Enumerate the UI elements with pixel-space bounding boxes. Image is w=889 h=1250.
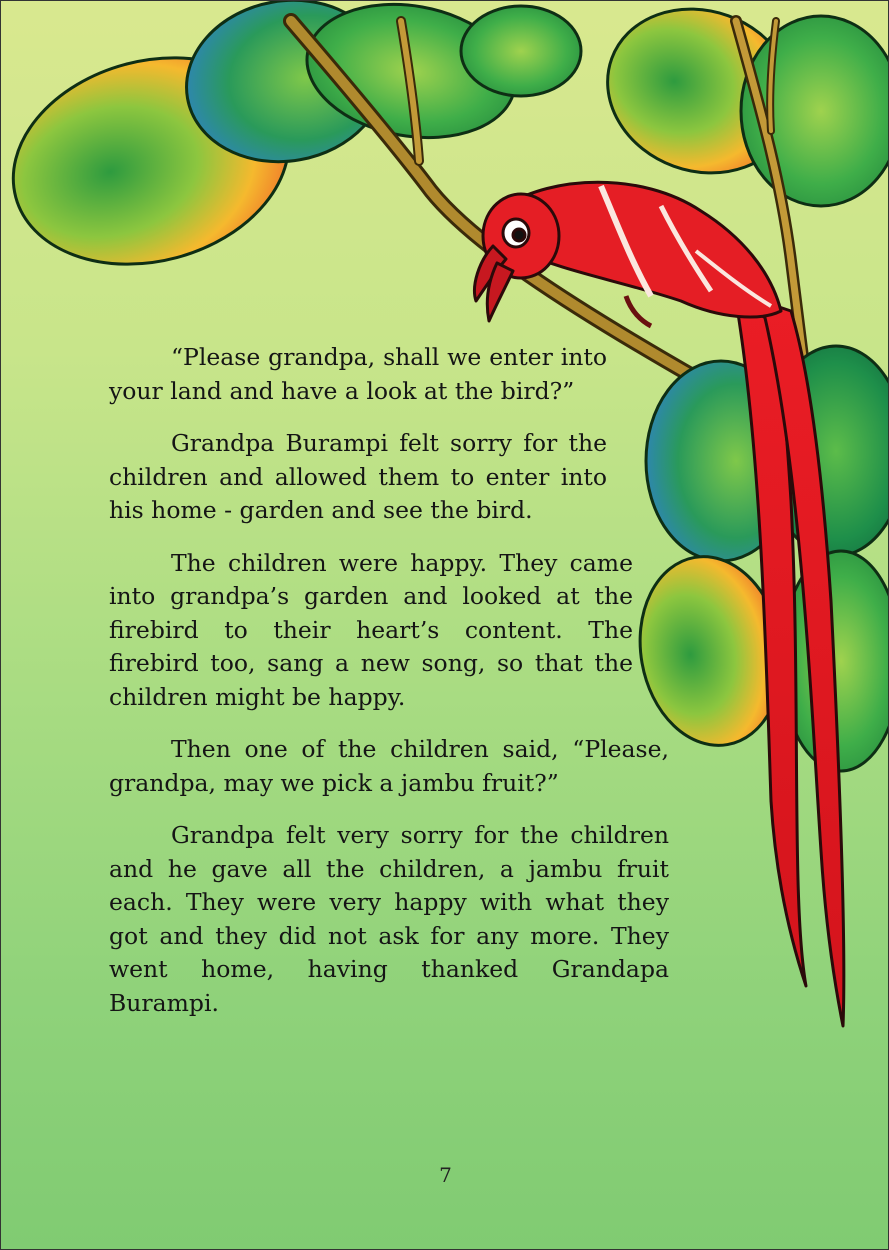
- story-paragraph: Then one of the children said, “Please, grandpa, may we pick a jambu fruit?”: [109, 735, 669, 797]
- story-paragraph: Grandpa felt very sorry for the children and he gave all the children, a jambu fruit each. They were very happy with what they got and they did not ask for any more. They went home, having thanked Grandapa Burampi.: [109, 821, 669, 1017]
- story-paragraph: “Please grandpa, shall we enter into your land and have a look at the bird?”: [109, 343, 607, 405]
- story-paragraph: The children were happy. They came into grandpa’s garden and looked at the firebird to their heart’s content. The firebird too, sang a new song, so that the children might be happy.: [109, 548, 633, 711]
- page-number: 7: [439, 1163, 452, 1187]
- story-paragraph: Grandpa Burampi felt sorry for the children and allowed them to enter into his home - garden and see the bird.: [109, 429, 607, 524]
- story-text: [109, 341, 669, 1039]
